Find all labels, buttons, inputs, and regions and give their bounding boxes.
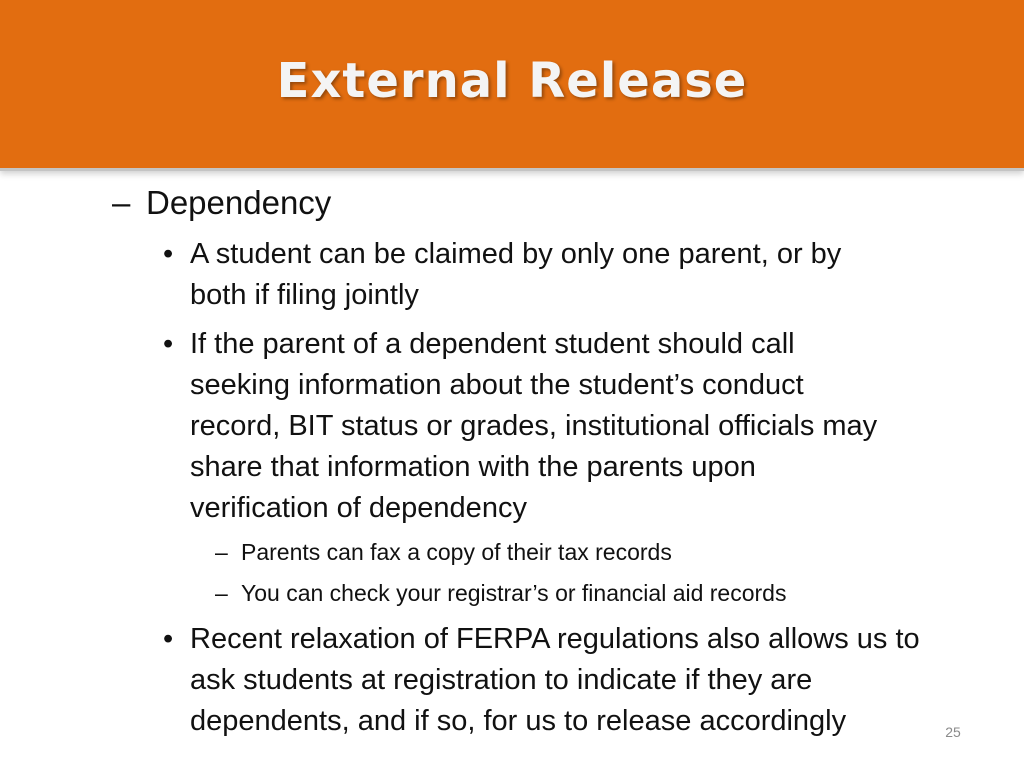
sub-item-2: You can check your registrar’s or financial aid records (241, 580, 787, 606)
bullet-marker: • (163, 328, 174, 360)
section-heading: Dependency (146, 184, 332, 221)
dash-marker: – (112, 184, 131, 221)
bullet-2-line-5: verification of dependency (190, 492, 527, 524)
bullet-3-line-1: Recent relaxation of FERPA regulations also allows us to (190, 623, 920, 655)
sub-dash-marker: – (215, 539, 228, 565)
page-number: 25 (945, 724, 961, 740)
sub-item-1: Parents can fax a copy of their tax records (241, 539, 672, 565)
bullet-marker: • (163, 238, 174, 270)
bullet-marker: • (163, 623, 174, 655)
slide-title: External Release (276, 53, 748, 109)
bullet-3-line-3: dependents, and if so, for us to release accordingly (190, 705, 847, 737)
bullet-2-line-3: record, BIT status or grades, institutional officials may (190, 410, 878, 442)
sub-dash-marker: – (215, 580, 228, 606)
bullet-1-line-1: A student can be claimed by only one parent, or by (190, 238, 842, 270)
bullet-2-line-1: If the parent of a dependent student should call (190, 328, 795, 360)
bullet-2-line-4: share that information with the parents upon (190, 451, 756, 483)
bullet-3-line-2: ask students at registration to indicate if they are (190, 664, 813, 696)
bullet-1-line-2: both if filing jointly (190, 279, 419, 311)
bullet-2-line-2: seeking information about the student’s conduct (190, 369, 804, 401)
